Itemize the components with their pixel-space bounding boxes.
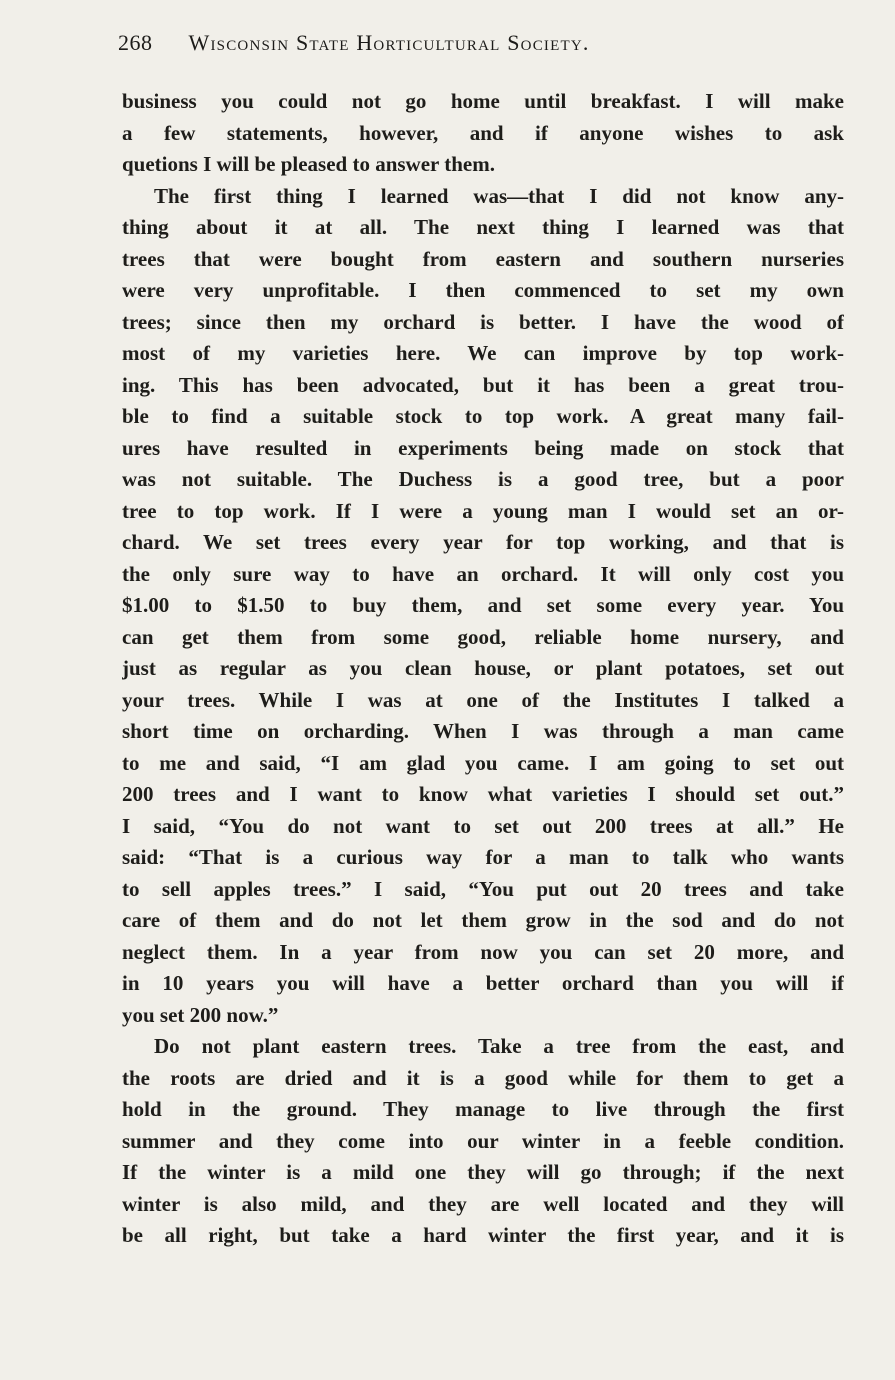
text-line: to sell apples trees.” I said, “You put out 20 trees and take (122, 876, 844, 901)
text-line: If the winter is a mild one they will go through; if the next (122, 1160, 844, 1184)
text-line: were very unprofitable. I then commenced to set my own (122, 278, 844, 302)
text-line: said: “That is a curious way for a man to talk who wants (122, 845, 844, 869)
text-line: a few statements, however, and if anyone wishes to ask (122, 120, 844, 145)
text-line: was not suitable. The Duchess is a good tree, but a poor (122, 467, 844, 491)
text-line: ing. This has been advocated, but it has been a great trou- (122, 372, 844, 397)
running-head: Wisconsin State Horticultural Society. (188, 30, 590, 55)
text-line: in 10 years you will have a better orchard than you will if (122, 971, 844, 995)
text-line: hold in the ground. They manage to live through the first (122, 1097, 844, 1121)
paragraph-1 (122, 86, 844, 181)
text-line: care of them and do not let them grow in the sod and do not (122, 908, 844, 932)
text-line: be all right, but take a hard winter the first year, and it is (122, 1223, 844, 1247)
text-line: the roots are dried and it is a good while for them to get a (122, 1065, 844, 1090)
text-line: trees; since then my orchard is better. I have the wood of (122, 309, 844, 334)
text-line: tree to top work. If I were a young man I would set an or- (122, 498, 844, 523)
text-line: the only sure way to have an orchard. It will only cost you (122, 561, 844, 586)
text-line: short time on orcharding. When I was through a man came (122, 719, 844, 743)
page-header (118, 30, 778, 66)
text-line: business you could not go home until breakfast. I will make (122, 89, 844, 113)
text-line: I said, “You do not want to set out 200 trees at all.” He (122, 813, 844, 838)
text-line: The first thing I learned was—that I did not know any- (154, 183, 844, 208)
paragraph-2 (122, 181, 844, 1032)
text-line: quetions I will be pleased to answer them. (122, 152, 495, 176)
text-line: just as regular as you clean house, or plant potatoes, set out (122, 656, 844, 680)
text-line: most of my varieties here. We can improve by top work- (122, 341, 844, 365)
text-line: $1.00 to $1.50 to buy them, and set some every year. You (122, 593, 844, 617)
text-line: neglect them. In a year from now you can set 20 more, and (122, 939, 844, 964)
page-number: 268 (118, 30, 153, 55)
text-line: to me and said, “I am glad you came. I am going to set out (122, 750, 844, 775)
text-line: ble to find a suitable stock to top work. A great many fail- (122, 404, 844, 428)
text-line: summer and they come into our winter in a feeble condition. (122, 1128, 844, 1153)
text-line: chard. We set trees every year for top working, and that is (122, 530, 844, 554)
text-line: 200 trees and I want to know what varieties I should set out.” (122, 782, 844, 806)
text-line: your trees. While I was at one of the Institutes I talked a (122, 687, 844, 712)
text-line: ures have resulted in experiments being made on stock that (122, 435, 844, 460)
text-line: you set 200 now.” (122, 1002, 279, 1027)
text-line: thing about it at all. The next thing I learned was that (122, 215, 844, 239)
text-line: Do not plant eastern trees. Take a tree from the east, and (154, 1034, 844, 1058)
text-line: can get them from some good, reliable home nursery, and (122, 624, 844, 649)
body-text (122, 86, 844, 1252)
text-line: winter is also mild, and they are well located and they will (122, 1191, 844, 1216)
text-line: trees that were bought from eastern and southern nurseries (122, 246, 844, 271)
paragraph-3 (122, 1031, 844, 1252)
